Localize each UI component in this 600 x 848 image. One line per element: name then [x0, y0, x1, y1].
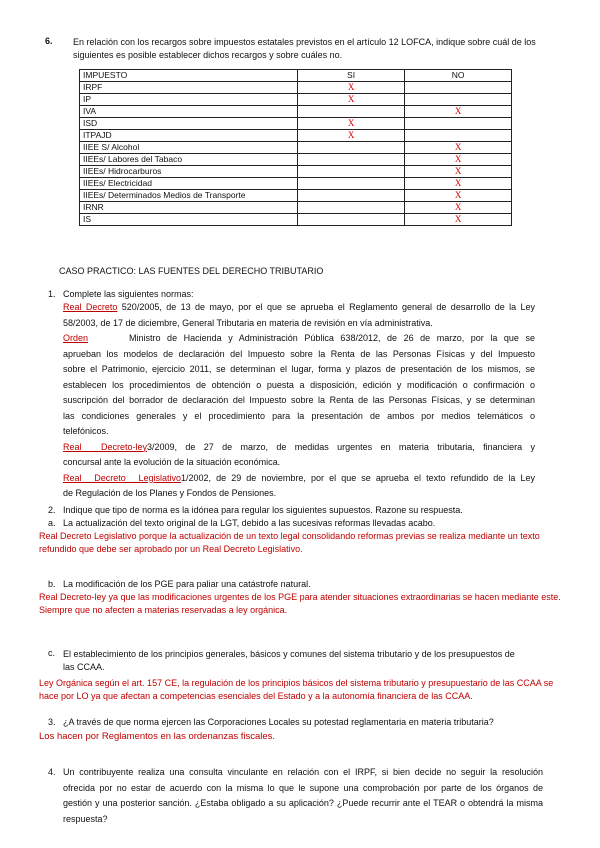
answer-2c	[39, 677, 564, 703]
header-si: SI	[297, 70, 405, 82]
answer-2c-line-2: hace por LO ya que afectan a competencias esenciales del Estado y a la autonomía financiera de las CCAA.	[39, 691, 473, 701]
norm-a-answer: Real Decreto	[63, 302, 118, 312]
tax-name: IIEE S/ Alcohol	[80, 142, 298, 154]
answer-2c-line-1: Ley Orgánica según el art. 157 CE, la regulación de los principios básicos del sistema tributario y presupuestario de las CCAA se	[39, 678, 554, 688]
table-row	[80, 202, 512, 214]
tax-name: ISD	[80, 118, 298, 130]
no-mark	[405, 82, 512, 94]
item-4-line-3: gestión y una posterior sanción. ¿Estaba obligado a su aplicación? ¿Puede recurrir ante el TEAR o obtendrá la misma	[63, 798, 543, 808]
item-2-intro: Indique que tipo de norma es la idónea para regular los siguientes supuestos. Razone su respuesta.	[63, 505, 463, 515]
header-impuesto: IMPUESTO	[80, 70, 298, 82]
no-mark	[405, 94, 512, 106]
item-2a-text: La actualización del texto original de la LGT, debido a las sucesivas reformas llevadas acabo.	[63, 518, 436, 528]
item-number: 3.	[48, 717, 56, 727]
si-mark	[297, 142, 405, 154]
norm-c-text: 3/2009, de 27 de marzo, de medidas urgentes en materia tributaria, financiera y	[147, 441, 535, 452]
si-mark	[297, 154, 405, 166]
tax-name: IS	[80, 214, 298, 226]
norm-b-line-1	[63, 331, 535, 347]
norm-b-line-6: las condiciones generales y el procedimiento para la presentación de ambos por medios telemáticos o	[63, 410, 535, 421]
item-4-text	[63, 765, 543, 827]
table-row	[80, 142, 512, 154]
si-mark: X	[297, 118, 405, 130]
si-mark: X	[297, 82, 405, 94]
no-mark: X	[405, 190, 512, 202]
tax-name: IP	[80, 94, 298, 106]
answer-2a-line-1: Real Decreto Legislativo porque la actualización de un texto legal consolidando reformas previas se realiza mediante un texto	[39, 531, 540, 541]
tax-surcharge-table	[79, 69, 512, 226]
answer-2b	[39, 591, 564, 617]
table-row	[80, 106, 512, 118]
case-title: CASO PRACTICO: LAS FUENTES DEL DERECHO TRIBUTARIO	[59, 266, 324, 276]
header-no: NO	[405, 70, 512, 82]
item-2c-line-2: las CCAA.	[63, 662, 105, 672]
table-row	[80, 154, 512, 166]
item-letter: c.	[48, 648, 56, 658]
answer-2a-line-2: refundido que debe ser aprobado por un Real Decreto Legislativo.	[39, 544, 303, 554]
item-number: 1.	[48, 289, 56, 299]
tax-name: ITPAJD	[80, 130, 298, 142]
norm-c-answer: Real Decreto-ley	[63, 441, 147, 452]
si-mark	[297, 166, 405, 178]
item-letter: a.	[48, 518, 56, 528]
item-letter: b.	[48, 579, 56, 589]
item-number: 4.	[48, 767, 56, 777]
norm-d-line-2: de Regulación de los Planes y Fondos de Pensiones.	[63, 488, 277, 498]
question-6-line-2: siguientes es posible establecer dichos recargos y sobre cuáles no.	[73, 50, 343, 60]
no-mark: X	[405, 166, 512, 178]
norm-b-answer: Orden	[63, 333, 89, 343]
si-mark	[297, 202, 405, 214]
norms-block	[63, 300, 535, 502]
no-mark: X	[405, 154, 512, 166]
si-mark	[297, 178, 405, 190]
no-mark	[405, 118, 512, 130]
norm-a-line-2: 58/2003, de 17 de diciembre, General Tributaria en materia de revisión en vía administrativa.	[63, 317, 433, 328]
table-row	[80, 214, 512, 226]
tax-name: IIEEs/ Determinados Medios de Transporte	[80, 190, 298, 202]
question-6-text	[73, 36, 543, 62]
table-row	[80, 118, 512, 130]
item-1-intro: Complete las siguientes normas:	[63, 289, 194, 299]
answer-2b-line-2: Siempre que no afecten a materias reservadas a ley orgánica.	[39, 605, 288, 615]
tax-name: IIEEs/ Labores del Tabaco	[80, 154, 298, 166]
tax-name: IRPF	[80, 82, 298, 94]
no-mark	[405, 130, 512, 142]
norm-c-line-2: concursal ante la evolución de la situación económica.	[63, 457, 281, 467]
item-2b-text: La modificación de los PGE para paliar una catástrofe natural.	[63, 579, 311, 589]
tax-name: IRNR	[80, 202, 298, 214]
norm-d-answer: Real Decreto Legislativo	[63, 472, 181, 483]
item-4-line-1: Un contribuyente realiza una consulta vinculante en relación con el IRPF, si bien decide no seguir la resolución	[63, 767, 543, 777]
tax-name: IVA	[80, 106, 298, 118]
no-mark: X	[405, 178, 512, 190]
si-mark	[297, 190, 405, 202]
question-number: 6.	[45, 36, 53, 46]
norm-b-line-3: sobre el Patrimonio, ejercicio 2011, se determinan el lugar, forma y plazos de presentación de los mismos, se	[63, 364, 535, 374]
si-mark	[297, 106, 405, 118]
tax-name: IIEEs/ Electricidad	[80, 178, 298, 190]
no-mark: X	[405, 214, 512, 226]
answer-2a	[39, 530, 559, 556]
answer-3: Los hacen por Reglamentos en las ordenanzas fiscales.	[39, 731, 276, 742]
no-mark: X	[405, 142, 512, 154]
answer-2b-line-1: Real Decreto-ley ya que las modificaciones urgentes de los PGE para atender situaciones extraordinarias se hacen mediante este.	[39, 592, 561, 602]
norm-b-text: Ministro de Hacienda y Administración Pública 638/2012, de 26 de marzo, por la que se	[129, 333, 535, 343]
norm-b-line-4: establecen los procedimientos de obtención o puesta a disposición, edición y modificación o confirmación o	[63, 379, 535, 390]
no-mark: X	[405, 106, 512, 118]
norm-b-line-5: suscripción del borrador de declaración del Impuesto sobre la Renta de las Personas Físicas, y se determinan	[63, 395, 535, 405]
item-4-line-4: respuesta?	[63, 813, 108, 824]
table-row	[80, 94, 512, 106]
norm-a-text: 520/2005, de 13 de mayo, por el que se aprueba el Reglamento general de desarrollo de la Ley	[121, 302, 535, 312]
item-2c-line-1: El establecimiento de los principios generales, básicos y comunes del sistema tributario y de los presupuestos de	[63, 649, 515, 659]
norm-a-line-1	[63, 300, 535, 316]
item-2c-text	[63, 648, 543, 674]
no-mark: X	[405, 202, 512, 214]
item-4-line-2: ofrecida por no estar de acuerdo con la misma lo que le supone una comprobación por parte de los órganos de	[63, 782, 543, 793]
table-row	[80, 190, 512, 202]
item-3-text: ¿A través de que norma ejercen las Corporaciones Locales su potestad reglamentaria en materia tributaria?	[63, 717, 494, 727]
si-mark: X	[297, 94, 405, 106]
norm-b-line-2: aprueban los modelos de declaración del Impuesto sobre la Renta de las Personas Físicas y del Impuesto	[63, 348, 535, 359]
norm-d-text: 1/2002, de 29 de noviembre, por el que se aprueba el texto refundido de la Ley	[181, 472, 535, 483]
item-number: 2.	[48, 505, 56, 515]
table-row	[80, 130, 512, 142]
norm-b-line-7: telefónicos.	[63, 426, 109, 436]
tax-name: IIEEs/ Hidrocarburos	[80, 166, 298, 178]
question-6-line-1: En relación con los recargos sobre impuestos estatales previstos en el artículo 12 LOFCA, indique sobre cuál de los	[73, 37, 536, 47]
si-mark: X	[297, 130, 405, 142]
table-row	[80, 166, 512, 178]
table-header-row	[80, 70, 512, 82]
norm-c-line-1	[63, 440, 535, 456]
table-row	[80, 82, 512, 94]
si-mark	[297, 214, 405, 226]
table-row	[80, 178, 512, 190]
norm-d-line-1	[63, 471, 535, 487]
